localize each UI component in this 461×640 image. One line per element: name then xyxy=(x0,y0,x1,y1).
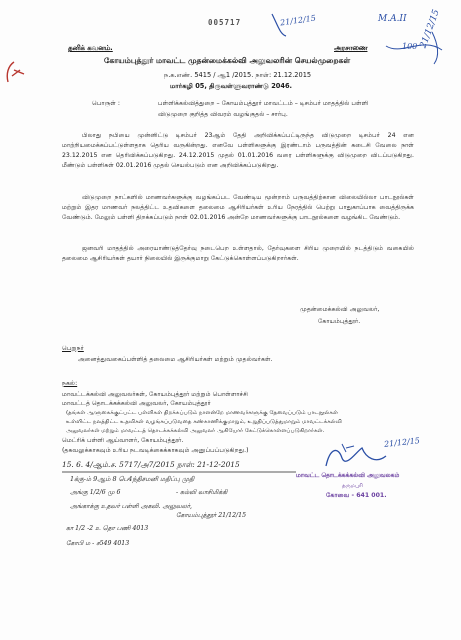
handwritten-top-right-1: M.A.II xyxy=(378,14,407,24)
copy-line-1: மாவட்டக்கல்வி அலுவலர்கள், கோயம்புத்தூர் மற்றும் பொள்ளாச்சி xyxy=(62,391,248,398)
handwritten-line-3b: - கல்வி வாசிமிக்கி xyxy=(176,489,228,496)
handwritten-scribble-icon xyxy=(382,26,452,68)
gazette-label: அரசாணை xyxy=(334,44,368,52)
subject-label: பொருள் : xyxy=(92,100,121,107)
handwritten-underline-icon xyxy=(60,470,300,474)
handwritten-check-icon xyxy=(268,10,292,40)
handwritten-line-1: 15. 6. 4/ஆம்.ச. 5717/அ7/2015 நாள்: 21-12-2015 xyxy=(62,460,240,469)
handwritten-line-3a: அங்கு 1/2/6 மு 6 xyxy=(70,489,121,496)
copy-label: நகல்: xyxy=(62,380,78,387)
stamp-line-1: மாவட்ட தொடக்கக்கல்வி அலுவலகம் xyxy=(296,472,400,479)
handwritten-line-6: கோபி ம - ச549 4013 xyxy=(66,540,130,547)
date-line: மார்கழி 05, திருவள்ளுவராண்டு 2046. xyxy=(170,82,293,90)
confidential-label: தனிக் கவனம். xyxy=(68,44,113,52)
body-paragraph-1: பிலாது நபியை முன்னிட்டு டிசம்பர் 23ஆம் தேதி அறிவிக்கப்பட்டிருந்த விடுமுறை டிசம்பர் 24 என மாற்றியமைக்கப்பட்டுள்ளதாக தெரிய வருகின்றது. எனவே பள்ளிகளுக்கு இரண்டாம் பருவத்தின் கடைசி வேலை நாள் 23.12.2015 என தெரிவிக்கப்படுகிறது. 24.12.2015 முதல் 01.01.2016 வரை பள்ளிகளுக்கு விடுமுறை விடப்படுகிறது. மீண்டும் பள்ளிகள் 02.01.2016 முதல் செயல்படும் என அறிவிக்கப்படுகிறது. xyxy=(62,132,414,169)
stamp-line-2: தருமபுரி xyxy=(342,483,363,489)
subject-line-2: விடுமுறை குறித்த விவரம் வழங்குதல் – சார்பு. xyxy=(158,111,288,118)
office-stamp xyxy=(286,438,436,508)
body-paragraph-2: விடுமுறை நாட்களில் மாணவர்களுக்கு வழங்கப்பட வேண்டிய மூன்றாம் பருவத்திற்கான விலையில்லா பாடநூல்கள் மற்றும் இதர மாணவர் நலத்திட்ட உதவிகளை தலைமை ஆசிரியர்கள் உரிய நேரத்தில் பெற்று பாதுகாப்பாக வைத்திருக்க வேண்டும். மேலும் பள்ளி திறக்கப்படும் நாள் 02.01.2016 அன்றே மாணவர்களுக்கு பாடநூல்களை வழங்கிட வேண்டும். xyxy=(62,194,414,221)
to-line: அனைத்துவகைப்பள்ளித் தலைமை ஆசிரியர்கள் மற்றும் முதல்வர்கள். xyxy=(78,356,273,363)
serial-number: 005717 xyxy=(208,18,242,27)
subject-line-1: பள்ளிக்கல்வித்துறை – கோயம்புத்தூர் மாவட்டம் – டிசம்பர் மாதத்தில் பள்ளி xyxy=(158,100,369,107)
stamp-initial-date: 21/12/15 xyxy=(383,436,421,449)
handwritten-line-2: 1க்கு-ம் 9ஆம் 8 பெ4ந்திசமனி மதிப்பு முதி xyxy=(70,475,195,483)
handwritten-red-mark-icon xyxy=(2,56,28,86)
handwritten-top-date: 21/12/15 xyxy=(279,13,317,28)
handwritten-top-right-2: 21/12/15 xyxy=(418,8,442,50)
copy-line-6: மெட்ரிக் பள்ளி ஆய்வாளர், கோயம்புத்தூர். xyxy=(62,437,184,444)
copy-line-3: (தங்கள் ஆளுகைக்குட்பட்ட பள்ளிகள் திறக்கப்படும் நாளன்றே மாணவர்களுக்கு தேவைப்படும் பாடநூல்கள் xyxy=(66,410,339,416)
body-paragraph-3: ஜனவரி மாதத்தில் அரையாண்டுத்தேர்வு நடைபெற உள்ளதால், தேர்வுகளை சிரிய முறையில் நடத்திடும் வகையில் தலைமை ஆசிரியர்கள் தயார் நிலையில் இருக்குமாறு கேட்டுக்கொள்ளப்படுகிறார்கள். xyxy=(62,245,414,262)
handwritten-line-4: அங்காக்கு உதவர் பள்ளி அகவி. அலுவலர், xyxy=(70,503,192,510)
copy-line-5: அலுவலர்கள் மற்றும் மாவட்டத் தொடக்கக்கல்வி அலுவலர் ஆகியோர் கேட்டுக்கொள்ளப்படுகிறார்கள். xyxy=(66,428,325,434)
to-label: பெறுநர் xyxy=(62,345,84,352)
stamp-line-3: கோவை - 641 001. xyxy=(326,492,387,499)
signatory-place: கோயம்புத்தூர். xyxy=(318,318,361,325)
copy-line-4: உள்ளிட்ட நலத்திட்ட உதவிகள் வழங்கப்படுவதை கண்காணிக்குமாறும், உறுதிப்படுத்துமாறும் மாவட்டக்கல்வி xyxy=(66,419,342,425)
office-title: கோயம்புத்தூர் மாவட்ட முதன்மைக்கல்வி அலுவலரின் செயல்முறைகள் xyxy=(104,56,351,65)
copy-note: (தகவலுக்காகவும் உரிய நடவடிக்கைக்காகவும் அனுப்பப்படுகிறது.) xyxy=(62,447,249,454)
handwritten-line-4b: கோயம்புத்தூர் 21/12/15 xyxy=(176,512,247,519)
signatory-title: முதன்மைக்கல்வி அலுவலர், xyxy=(300,306,380,313)
copy-line-2: மாவட்டத் தொடக்கக்கல்வி அலுவலர், கோயம்புத்தூர் xyxy=(62,400,211,407)
handwritten-top-right-3: 100 xyxy=(402,42,418,51)
reference-line: ந.க.எண். 5415 / ஆ1 /2015. நாள்: 21.12.2015 xyxy=(164,71,312,79)
handwritten-line-5: கா 1/2 -2 உ தொ பணி 4013 xyxy=(66,525,149,532)
